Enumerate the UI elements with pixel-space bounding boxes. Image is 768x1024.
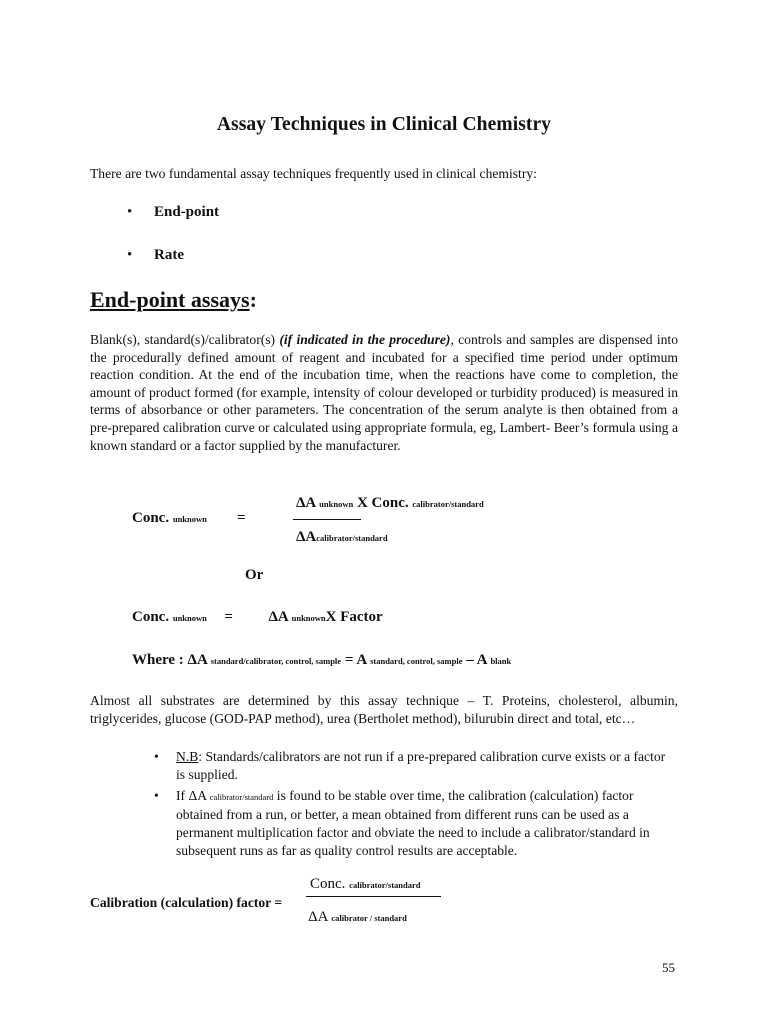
- formula-numerator: ΔA unknown X Conc. calibrator/standard: [296, 495, 484, 511]
- formula-factor: Conc. unknown = ΔA unknownX Factor: [132, 609, 383, 625]
- calibration-denominator: ΔA calibrator / standard: [308, 909, 407, 925]
- paragraph-endpoint: Blank(s), standard(s)/calibrator(s) (if indicated in the procedure), controls and samples are dispensed into the procedurally defined amount of reagent and incubated for a specified time period under optimum reaction condition. At the end of the incubation time, when the reactions have come to completion, the amount of product formed (for example, intensity of colour developed or turbidity produced) is measured in terms of absorbance or other parameters. The concentration of the serum analyte is then obtained from a pre-prepared calibration curve or calculated using appropriate formula, eg, Lambert- Beer’s formula using a known standard or a factor supplied by the manufacturer.: [90, 332, 679, 453]
- formula-where: Where : ΔA standard/calibrator, control, sample = A standard, control, sample – A blank: [132, 652, 512, 668]
- page-number: 55: [662, 960, 675, 975]
- list-item: • N.B: Standards/calibrators are not run if a pre-prepared calibration curve exists or a factor is supplied.: [176, 748, 676, 784]
- formula-denominator: ΔAcalibrator/standard: [296, 529, 388, 545]
- or-text: Or: [245, 567, 264, 583]
- page-title: Assay Techniques in Clinical Chemistry: [216, 114, 552, 135]
- fraction-line: [293, 519, 361, 520]
- intro-text: There are two fundamental assay techniques frequently used in clinical chemistry:: [90, 166, 537, 181]
- calibration-fraction-line: [306, 896, 441, 897]
- list-item: • If ΔA calibrator/standard is found to be stable over time, the calibration (calculation) factor obtained from a run, or better, a mean obtained from different runs can be used as a permanent multiplication factor and obviate the need to include a calibrator/standard in subsequent runs as far as quality control results are acceptable.: [176, 787, 676, 860]
- notes-list: [176, 748, 676, 863]
- section-heading: End-point assays:: [90, 287, 257, 312]
- calibration-numerator: Conc. calibrator/standard: [310, 876, 421, 892]
- formula-conc-lhs: Conc. unknown: [132, 510, 207, 526]
- calibration-label: Calibration (calculation) factor =: [90, 895, 283, 910]
- paragraph-substrates: Almost all substrates are determined by this assay technique – T. Proteins, cholesterol, albumin, triglycerides, glucose (GOD-PAP method), urea (Bertholet method), bilurubin direct and total, etc…: [90, 693, 678, 726]
- formula-equals: =: [237, 510, 246, 526]
